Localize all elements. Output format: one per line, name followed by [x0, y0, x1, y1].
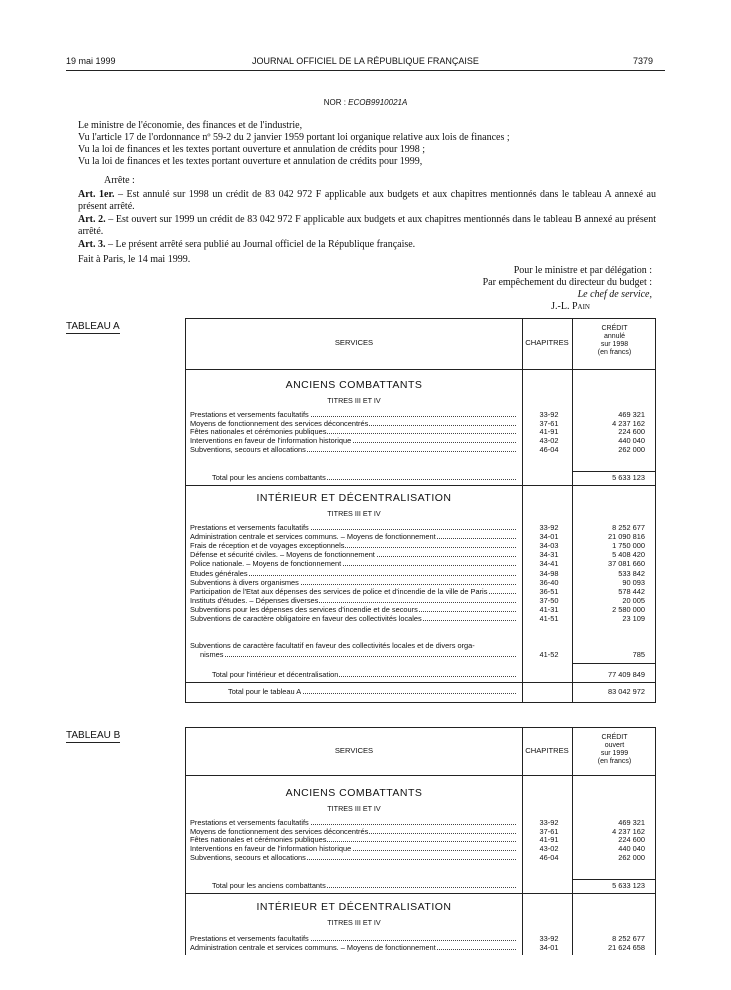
- article-3: [78, 239, 656, 251]
- section-separator: [186, 893, 655, 894]
- row-label: Prestations et versements facultatifs: [190, 818, 309, 827]
- header-rule: [66, 70, 665, 71]
- signature-line: Par empêchement du directeur du budget :: [482, 277, 652, 288]
- total-label: Total pour les anciens combattants: [212, 881, 326, 890]
- total-value: 5 633 123: [612, 473, 645, 482]
- row-label: Moyens de fonctionnement des services déconcentrés: [190, 418, 369, 428]
- row-chapter: 46-04: [539, 852, 559, 862]
- credit-header-line: ouvert: [604, 742, 625, 749]
- credit-header-line: annulé: [603, 333, 626, 340]
- total-label: Total pour les anciens combattants: [212, 473, 326, 482]
- credit-header-line: (en francs): [597, 349, 632, 356]
- row-value: 20 005: [622, 595, 645, 605]
- row-chapter: 41-31: [539, 604, 559, 614]
- row-label: Fêtes nationales et cérémonies publiques: [190, 835, 327, 845]
- section-title: INTÉRIEUR ET DÉCENTRALISATION: [256, 901, 452, 913]
- row-chapter: 41-52: [539, 650, 559, 659]
- column-divider: [572, 319, 573, 702]
- row-label: Administration centrale et services communs. – Moyens de fonctionnement: [190, 532, 436, 542]
- tableau-b-label: TABLEAU B: [66, 730, 121, 741]
- tableau-b: [185, 727, 656, 955]
- section-subtitle: TITRES III ET IV: [327, 396, 381, 405]
- row-label: Moyens de fonctionnement des services déconcentrés: [190, 826, 369, 836]
- row-value: 440 040: [618, 436, 645, 446]
- header-page-number: 7379: [632, 56, 653, 66]
- col-header-chapitres: CHAPITRES: [525, 338, 569, 347]
- row-label: nismes: [200, 650, 224, 659]
- row-value: 262 000: [618, 444, 645, 454]
- col-header-services: SERVICES: [334, 746, 374, 755]
- total-row: [186, 473, 655, 482]
- credit-header-line: sur 1999: [600, 750, 629, 757]
- row-label: Défense et sécurité civiles. – Moyens de fonctionnement: [190, 550, 375, 560]
- col-header-chapitres: CHAPITRES: [525, 746, 569, 755]
- table-row: [186, 943, 655, 952]
- row-chapter: 46-04: [539, 444, 559, 454]
- col-header-credit: [572, 325, 657, 357]
- credit-header-line: sur 1998: [600, 341, 629, 348]
- column-divider: [522, 319, 523, 702]
- row-value: 8 252 677: [612, 523, 645, 532]
- preamble-line: Le ministre de l'économie, des finances et de l'industrie,: [78, 120, 303, 131]
- table-row: [186, 559, 655, 568]
- row-chapter: 36-40: [539, 577, 559, 587]
- article-2: [78, 214, 656, 238]
- row-chapter: 36-51: [539, 586, 559, 596]
- arrete-label: Arrête :: [104, 175, 135, 186]
- table-row: [186, 835, 655, 844]
- article-label: Art. 1er.: [78, 189, 115, 200]
- table-row: [186, 853, 655, 862]
- signature-block: [400, 265, 652, 313]
- row-label: Police nationale. – Moyens de fonctionnement: [190, 559, 342, 569]
- article-1: [78, 189, 656, 213]
- subtotal-rule: [572, 471, 655, 472]
- row-value: 4 237 162: [612, 418, 645, 428]
- row-value: 1 750 000: [612, 541, 645, 551]
- row-value: 4 237 162: [612, 826, 645, 836]
- article-label: Art. 3.: [78, 239, 106, 250]
- row-label: Administration centrale et services communs. – Moyens de fonctionnement: [190, 943, 436, 953]
- section-subtitle: TITRES III ET IV: [327, 918, 381, 927]
- article-text: – Est ouvert sur 1999 un crédit de 83 042 972 F applicable aux budgets et aux chapitres mentionnés dans le tableau B annexé au présent arrêté.: [78, 214, 656, 237]
- nor-reference: [0, 98, 731, 107]
- table-row: [186, 427, 655, 436]
- row-label: Instituts d'études. – Dépenses diverses: [190, 595, 319, 605]
- row-chapter: 41-91: [539, 427, 559, 437]
- row-chapter: 37-61: [539, 826, 559, 836]
- grand-total-value: 83 042 972: [608, 687, 645, 696]
- signature-name: J.-L. Pain: [551, 301, 590, 312]
- row-label: Interventions en faveur de l'information historique: [190, 436, 352, 446]
- table-row: [186, 445, 655, 454]
- grand-total-row: [186, 687, 655, 696]
- table-row: [186, 605, 655, 614]
- row-label: Interventions en faveur de l'information historique: [190, 844, 352, 854]
- section-title: INTÉRIEUR ET DÉCENTRALISATION: [256, 492, 452, 504]
- row-chapter: 43-02: [539, 844, 559, 854]
- table-row: [186, 569, 655, 578]
- row-label: Participation de l'Etat aux dépenses des services de police et d'incendie de la ville de Paris: [190, 586, 488, 596]
- preamble-line: Vu la loi de finances et les textes portant ouverture et annulation de crédits pour 1999,: [78, 156, 423, 167]
- row-chapter: 34-03: [539, 541, 559, 551]
- table-row: [186, 578, 655, 587]
- row-value: 90 093: [622, 577, 645, 587]
- row-value: 469 321: [618, 410, 645, 419]
- row-label: Etudes générales: [190, 568, 248, 578]
- signature-role: Le chef de service,: [577, 289, 652, 300]
- row-chapter: 37-61: [539, 418, 559, 428]
- row-label: Prestations et versements facultatifs: [190, 410, 309, 419]
- table-row: [186, 587, 655, 596]
- row-value: 440 040: [618, 844, 645, 854]
- row-chapter: 41-91: [539, 835, 559, 845]
- row-label: Prestations et versements facultatifs: [190, 934, 309, 943]
- nor-code: ECOB9910021A: [348, 98, 408, 107]
- table-row: [186, 844, 655, 853]
- article-label: Art. 2.: [78, 214, 106, 225]
- row-chapter: 33-92: [539, 818, 559, 827]
- row-value: 262 000: [618, 852, 645, 862]
- table-row: [186, 550, 655, 559]
- col-header-services: SERVICES: [334, 338, 374, 347]
- col-header-credit: [572, 734, 657, 766]
- table-row: [186, 614, 655, 623]
- row-value: 21 090 816: [608, 532, 645, 542]
- subtotal-rule: [572, 879, 655, 880]
- section-subtitle: TITRES III ET IV: [327, 804, 381, 813]
- grand-total-label: Total pour le tableau A: [228, 687, 302, 696]
- row-value: 5 408 420: [612, 550, 645, 560]
- row-value: 23 109: [622, 614, 645, 623]
- table-row: [186, 436, 655, 445]
- row-chapter: 33-92: [539, 410, 559, 419]
- section-subtitle: TITRES III ET IV: [327, 509, 381, 518]
- row-chapter: 34-41: [539, 559, 559, 569]
- total-row: [186, 881, 655, 890]
- table-row: [186, 650, 655, 659]
- preamble-line: Vu l'article 17 de l'ordonnance nº 59-2 du 2 janvier 1959 portant loi organique relative aux lois de finances ;: [78, 132, 510, 143]
- preamble: [78, 120, 658, 168]
- credit-header-line: CRÉDIT: [601, 734, 628, 741]
- row-label: Subventions, secours et allocations: [190, 444, 306, 454]
- table-row: [186, 523, 655, 532]
- row-chapter: 41-51: [539, 614, 559, 623]
- table-row: [186, 818, 655, 827]
- article-text: – Est annulé sur 1998 un crédit de 83 042 972 F applicable aux budgets et aux chapitres mentionnés dans le tableau A annexé au présent arrêté.: [78, 189, 656, 212]
- table-row: [186, 596, 655, 605]
- section-separator: [186, 485, 655, 486]
- total-value: 77 409 849: [608, 670, 645, 679]
- tableau-a-label: TABLEAU A: [66, 321, 120, 332]
- preamble-line: Vu la loi de finances et les textes portant ouverture et annulation de crédits pour 1998 ;: [78, 144, 426, 155]
- row-chapter: 34-01: [539, 943, 559, 953]
- table-row: [186, 541, 655, 550]
- total-row: [186, 670, 655, 679]
- table-row: [186, 419, 655, 428]
- wrapped-label-line: Subventions de caractère facultatif en faveur des collectivités locales et de divers orga-: [190, 641, 475, 650]
- credit-header-line: (en francs): [597, 758, 632, 765]
- table-row: [186, 934, 655, 943]
- fait-a-paris: Fait à Paris, le 14 mai 1999.: [78, 254, 191, 265]
- row-chapter: 33-92: [539, 523, 559, 532]
- row-value: 224 600: [618, 835, 645, 845]
- row-chapter: 33-92: [539, 934, 559, 943]
- row-label: Subventions de caractère obligatoire en faveur des collectivités locales: [190, 614, 422, 623]
- subtotal-rule: [572, 663, 655, 664]
- section-title: ANCIENS COMBATTANTS: [285, 379, 423, 391]
- row-label: Frais de réception et de voyages exceptionnels: [190, 541, 345, 551]
- row-value: 21 624 658: [608, 943, 645, 953]
- signature-line: Pour le ministre et par délégation :: [513, 265, 652, 276]
- row-chapter: 34-01: [539, 532, 559, 542]
- section-title: ANCIENS COMBATTANTS: [285, 787, 423, 799]
- row-value: 578 442: [618, 586, 645, 596]
- tableau-a: [185, 318, 656, 703]
- header-journal-title: JOURNAL OFFICIEL DE LA RÉPUBLIQUE FRANÇAISE: [252, 56, 479, 66]
- row-chapter: 43-02: [539, 436, 559, 446]
- header-date: 19 mai 1999: [66, 56, 116, 66]
- row-chapter: 34-31: [539, 550, 559, 560]
- row-value: 785: [632, 650, 645, 659]
- table-row: [186, 532, 655, 541]
- row-chapter: 34-98: [539, 568, 559, 578]
- row-value: 2 580 000: [612, 604, 645, 614]
- nor-prefix: NOR :: [323, 98, 346, 107]
- row-label: Subventions pour les dépenses des services d'incendie et de secours: [190, 604, 418, 614]
- article-text: – Le présent arrêté sera publié au Journal officiel de la République française.: [105, 239, 416, 250]
- row-label: Subventions à divers organismes: [190, 577, 299, 587]
- section-separator: [186, 682, 655, 683]
- total-value: 5 633 123: [612, 881, 645, 890]
- row-chapter: 37-50: [539, 595, 559, 605]
- row-value: 8 252 677: [612, 934, 645, 943]
- table-row: [186, 827, 655, 836]
- row-value: 469 321: [618, 818, 645, 827]
- row-label: Fêtes nationales et cérémonies publiques: [190, 427, 327, 437]
- row-value: 533 842: [618, 568, 645, 578]
- total-label: Total pour l'intérieur et décentralisation: [212, 670, 339, 679]
- row-value: 224 600: [618, 427, 645, 437]
- row-label: Prestations et versements facultatifs: [190, 523, 309, 532]
- credit-header-line: CRÉDIT: [601, 325, 628, 332]
- row-value: 37 081 660: [608, 559, 645, 569]
- table-row: [186, 410, 655, 419]
- row-label: Subventions, secours et allocations: [190, 852, 306, 862]
